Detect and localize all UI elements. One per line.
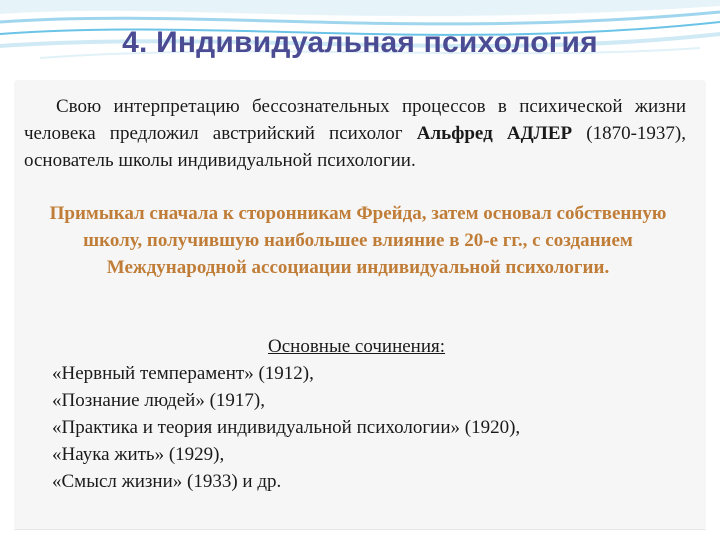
intro-paragraph — [24, 93, 686, 174]
works-list-item: «Наука жить» (1929), — [52, 444, 225, 465]
intro-text-before: Свою интерпретацию бессознательных процессов в психической жизни человека предложил австрийский психолог — [24, 96, 686, 144]
highlighted-paragraph: Примыкал сначала к сторонникам Фрейда, затем основал собственную школу, получившую наибольшее влияние в 20-е гг., с созданием Международной ассоциации индивидуальной психологии. — [49, 203, 667, 278]
works-list-item: «Познание людей» (1917), — [52, 390, 265, 411]
works-list-item: «Смысл жизни» (1933) и др. — [52, 471, 282, 492]
works-list-item: «Практика и теория индивидуальной психологии» (1920), — [52, 417, 521, 438]
works-heading: Основные сочинения: — [268, 336, 446, 357]
works-list — [52, 360, 520, 495]
slide-title: 4. Индивидуальная психология — [122, 26, 598, 59]
works-list-item: «Нервный темперамент» (1912), — [52, 363, 314, 384]
intro-text-after: (1870-1937), основатель школы индивидуальной психологии. — [24, 123, 686, 171]
person-name: Альфред АДЛЕР — [416, 123, 573, 144]
panel-bottom-divider — [14, 529, 706, 530]
